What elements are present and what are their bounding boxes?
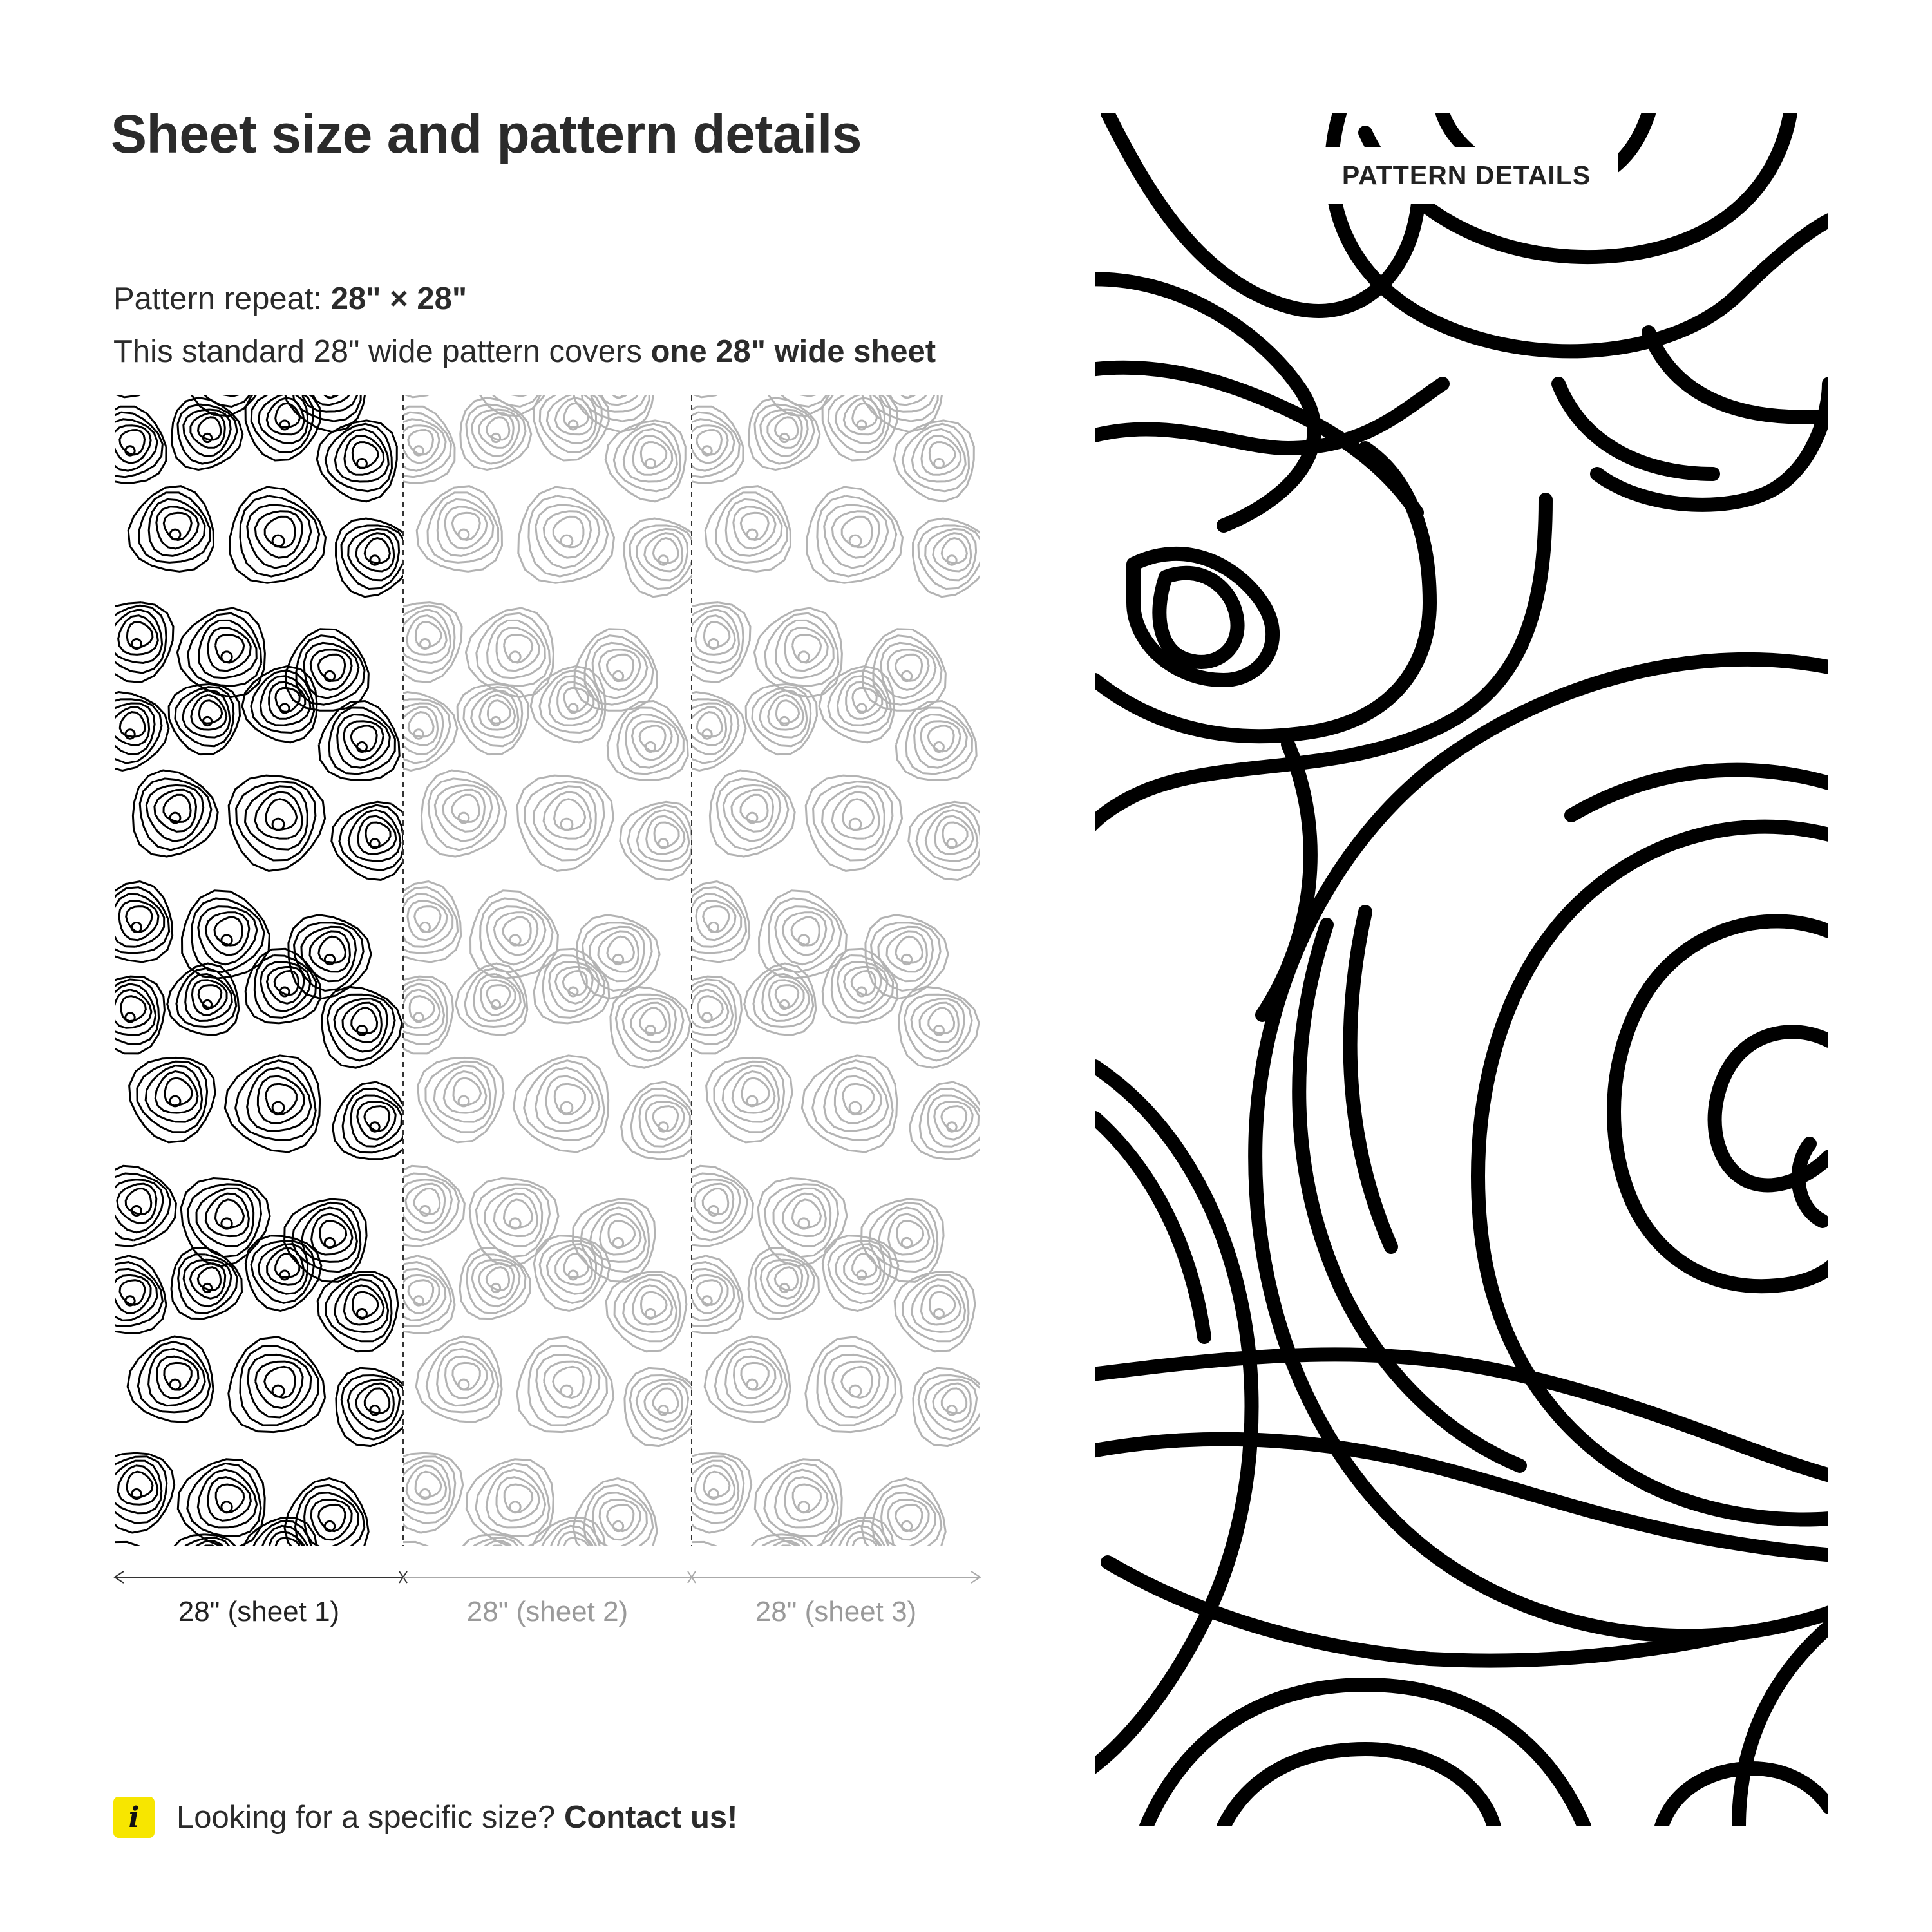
sheet-2-pattern: [375, 395, 702, 1546]
coverage-text: This standard 28" wide pattern covers: [113, 334, 651, 369]
width-measure: [109, 1567, 985, 1587]
pattern-repeat-line: [113, 281, 467, 317]
sheet-2-label: 28" (sheet 2): [466, 1596, 629, 1627]
sheet-1-label: 28" (sheet 1): [178, 1596, 340, 1627]
sheet-1-pattern: [115, 395, 413, 1546]
info-icon: i: [113, 1797, 155, 1838]
contact-us-link[interactable]: Contact us!: [564, 1800, 738, 1835]
pattern-detail-image: [1095, 113, 1828, 1826]
size-inquiry-question: Looking for a specific size?: [176, 1800, 564, 1835]
page-title: Sheet size and pattern details: [111, 104, 862, 164]
pattern-repeat-value: 28" × 28": [330, 281, 468, 316]
sheet-3-pattern: [663, 395, 980, 1546]
size-inquiry: [113, 1797, 737, 1838]
coverage-line: [113, 334, 936, 370]
sheet-preview: [115, 395, 980, 1546]
size-inquiry-text: [176, 1799, 737, 1835]
pattern-details-badge: PATTERN DETAILS: [1315, 147, 1618, 204]
sheet-3-label: 28" (sheet 3): [755, 1596, 917, 1627]
coverage-emphasis: one 28" wide sheet: [650, 334, 936, 369]
pattern-repeat-label: Pattern repeat:: [113, 281, 331, 316]
